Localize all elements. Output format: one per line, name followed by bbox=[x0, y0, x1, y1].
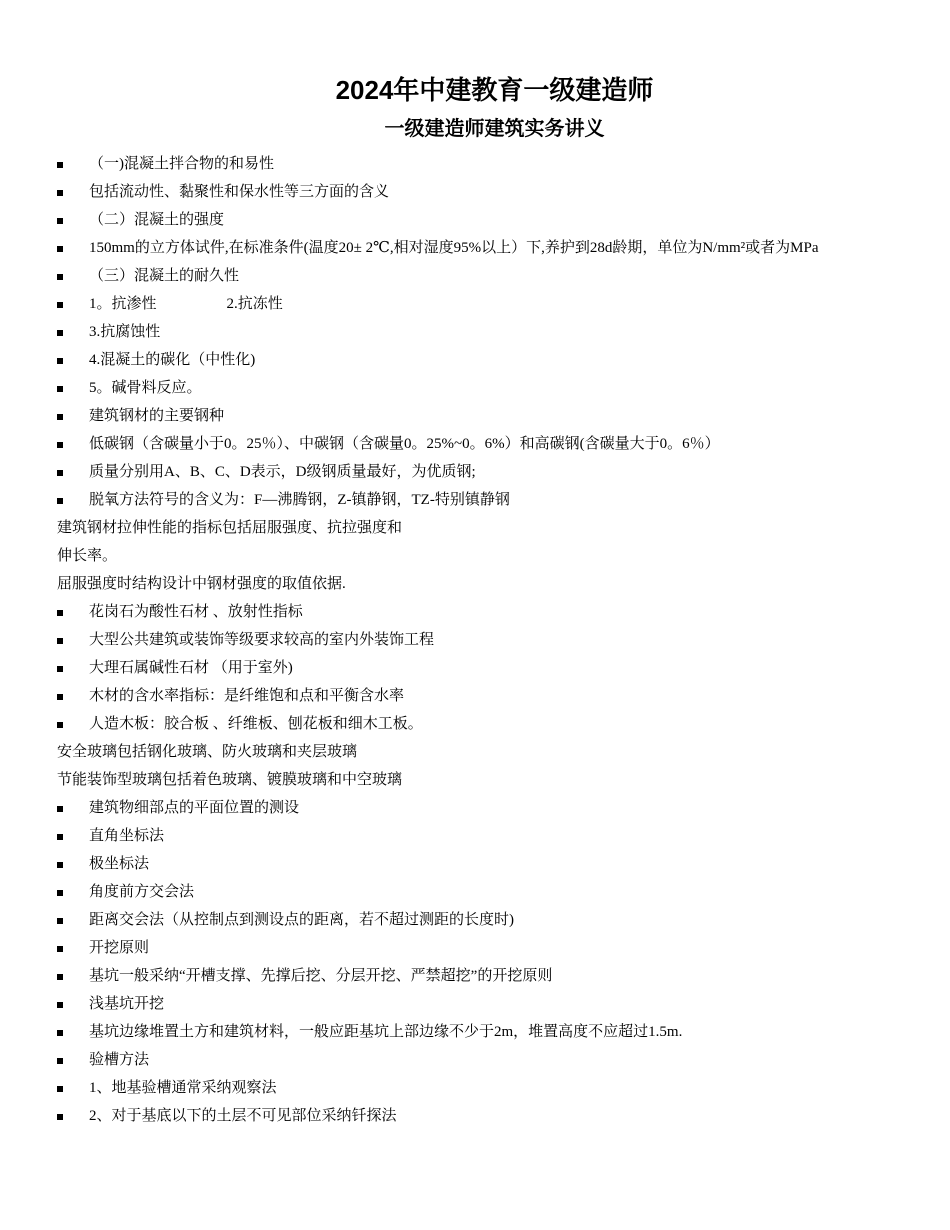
bullet-item: 人造木板：胶合板 、纤维板、刨花板和细木工板。 bbox=[57, 710, 897, 738]
bullet-item: 低碳钢（含碳量小于0。25％）、中碳钢（含碳量0。25%~0。6%）和高碳钢(含碳量大于0。6％） bbox=[57, 430, 897, 458]
text-line: 建筑钢材拉伸性能的指标包括屈服强度、抗拉强度和 bbox=[57, 520, 403, 536]
bullet-item: 木材的含水率指标：是纤维饱和点和平衡含水率 bbox=[57, 682, 897, 710]
bullet-item: （三）混凝土的耐久性 bbox=[57, 262, 897, 290]
bullet-item: 浅基坑开挖 bbox=[57, 990, 897, 1018]
bullet-item: 极坐标法 bbox=[57, 850, 897, 878]
document-page bbox=[57, 72, 897, 1130]
bullet-item: 距离交会法（从控制点到测设点的距离，若不超过测距的长度时) bbox=[57, 906, 897, 934]
bullet-item: 3.抗腐蚀性 bbox=[57, 318, 897, 346]
page-title: 2024年中建教育一级建造师 bbox=[335, 75, 654, 105]
document-body bbox=[57, 150, 897, 1130]
bullet-item bbox=[57, 290, 897, 318]
bullet-item: 2、对于基底以下的土层不可见部位采纳钎探法 bbox=[57, 1102, 897, 1130]
bullet-item: 验槽方法 bbox=[57, 1046, 897, 1074]
bullet-item: 5。碱骨料反应。 bbox=[57, 374, 897, 402]
bullet-item: 基坑一般采纳“开槽支撑、先撑后挖、分层开挖、严禁超挖”的开挖原则 bbox=[57, 962, 897, 990]
bullet-item-text: 1。抗渗性 bbox=[89, 296, 157, 312]
bullet-item: 4.混凝土的碳化（中性化) bbox=[57, 346, 897, 374]
text-line: 屈服强度时结构设计中钢材强度的取值依据. bbox=[57, 576, 346, 592]
bullet-item: 直角坐标法 bbox=[57, 822, 897, 850]
bullet-item: 脱氧方法符号的含义为：F—沸腾钢，Z-镇静钢，TZ-特别镇静钢 bbox=[57, 486, 897, 514]
text-line: 伸长率。 bbox=[57, 548, 118, 564]
text-line: 节能装饰型玻璃包括着色玻璃、镀膜玻璃和中空玻璃 bbox=[57, 772, 403, 788]
bullet-item: 建筑钢材的主要钢种 bbox=[57, 402, 897, 430]
bullet-item: 建筑物细部点的平面位置的测设 bbox=[57, 794, 897, 822]
text-line: 安全玻璃包括钢化玻璃、防火玻璃和夹层玻璃 bbox=[57, 744, 358, 760]
bullet-item: （二）混凝土的强度 bbox=[57, 206, 897, 234]
bullet-item: 质量分别用A、B、C、D表示，D级钢质量最好，为优质钢; bbox=[57, 458, 897, 486]
bullet-item: 包括流动性、黏聚性和保水性等三方面的含义 bbox=[57, 178, 897, 206]
bullet-item: 150mm的立方体试件,在标准条件(温度20± 2℃,相对湿度95%以上）下,养护到28d龄期，单位为N/mm²或者为MPa bbox=[57, 234, 897, 262]
bullet-item: 花岗石为酸性石材 、放射性指标 bbox=[57, 598, 897, 626]
bullet-item: 角度前方交会法 bbox=[57, 878, 897, 906]
bullet-item: 大型公共建筑或装饰等级要求较高的室内外装饰工程 bbox=[57, 626, 897, 654]
page-subtitle: 一级建造师建筑实务讲义 bbox=[384, 118, 605, 140]
bullet-item: 基坑边缘堆置土方和建筑材料，一般应距基坑上部边缘不少于2m，堆置高度不应超过1.5m. bbox=[57, 1018, 897, 1046]
bullet-item-text: 2.抗冻性 bbox=[226, 296, 283, 312]
bullet-item: 1、地基验槽通常采纳观察法 bbox=[57, 1074, 897, 1102]
bullet-item: 大理石属碱性石材 （用于室外) bbox=[57, 654, 897, 682]
bullet-item: （一)混凝土拌合物的和易性 bbox=[57, 150, 897, 178]
bullet-item: 开挖原则 bbox=[57, 934, 897, 962]
